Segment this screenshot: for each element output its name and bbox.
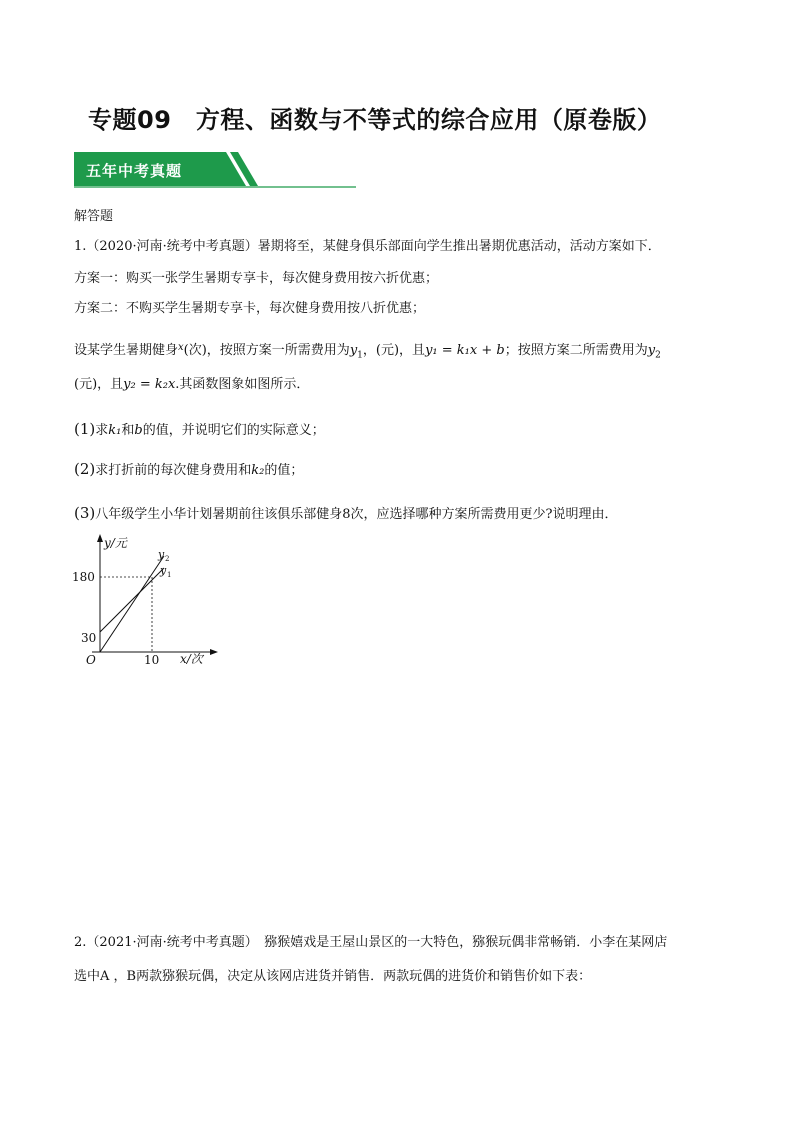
question-1-line-2: 方案一：购买一张学生暑期专享卡，每次健身费用按六折优惠；: [74, 271, 439, 286]
y-axis-arrow: [97, 534, 103, 542]
text-segment: .其函数图象如图所示．: [175, 377, 310, 392]
x-tick-10: 10: [144, 653, 160, 667]
text-segment: (元)，且: [74, 377, 124, 392]
sub-question-number: (1): [74, 420, 96, 438]
equation-y1: y₁ = k₁x + b: [425, 343, 505, 358]
line-y2: [100, 556, 164, 652]
line-y2-subscript: 2: [165, 555, 170, 563]
subscript: 2: [655, 350, 661, 361]
origin-label: O: [86, 653, 96, 667]
text-segment: (次)，按照方案一所需费用为: [183, 343, 350, 358]
text-segment: ，(元)，且: [362, 343, 426, 358]
subscript: 1: [357, 350, 363, 361]
text-segment: 和: [121, 423, 135, 438]
x-axis-label: x/次: [180, 652, 203, 666]
y-tick-180: 180: [72, 570, 95, 584]
text-segment: 八年级学生小华计划暑期前往该俱乐部健身8次，应选择哪种方案所需费用更少?说明理由．: [95, 507, 618, 522]
text-segment: 求: [95, 423, 109, 438]
sub-question-3: [74, 504, 618, 524]
question-1-line-3: 方案二：不购买学生暑期专享卡，每次健身费用按八折优惠；: [74, 301, 426, 316]
text-segment: 设某学生暑期健身: [74, 343, 179, 358]
banner-label: 五年中考真题: [86, 162, 183, 180]
variable-y2: y: [647, 343, 656, 358]
line-y1-label: y: [160, 564, 167, 577]
line-y1: [100, 568, 164, 632]
variable-k1: k₁: [108, 423, 122, 438]
text-segment: 的值；: [264, 463, 304, 478]
question-1-line-1: 1.（2020·河南·统考中考真题）暑期将至，某健身俱乐部面向学生推出暑期优惠活动，活动方案如下．: [74, 239, 661, 254]
sub-question-number: (2): [74, 460, 96, 478]
variable-y1: y: [349, 343, 358, 358]
sub-question-1: [74, 420, 325, 440]
text-segment: 的值，并说明它们的实际意义；: [142, 423, 325, 438]
question-1-line-5: [74, 376, 309, 394]
page-title: 专题09 方程、函数与不等式的综合应用（原卷版）: [88, 106, 662, 134]
text-segment: 求打折前的每次健身费用和: [95, 463, 252, 478]
text-segment: ；按照方案二所需费用为: [504, 343, 648, 358]
section-banner: [74, 152, 356, 188]
x-axis-arrow: [210, 649, 218, 655]
line-y1-subscript: 1: [167, 571, 172, 579]
graph-svg: [72, 530, 232, 678]
y-tick-30: 30: [81, 631, 97, 645]
question-1-line-4: [74, 339, 661, 365]
variable-k2: k₂: [251, 463, 265, 478]
y-axis-label: y/元: [104, 536, 127, 550]
question-2-line-1: 2.（2021·河南·统考中考真题） 猕猴嬉戏是王屋山景区的一大特色，猕猴玩偶非常畅销．小李在某网店: [74, 935, 668, 950]
variable-x: x: [178, 342, 184, 353]
question-2-line-2: 选中A ，B两款猕猴玩偶，决定从该网店进货并销售．两款玩偶的进货价和销售价如下表：: [74, 969, 592, 984]
line-y2-label: y: [158, 548, 165, 561]
sub-question-2: [74, 460, 303, 480]
section-label: 解答题: [74, 209, 114, 224]
equation-y2: y₂ = k₂x: [123, 377, 176, 392]
sub-question-number: (3): [74, 504, 96, 522]
function-graph: [72, 530, 232, 678]
variable-b: b: [134, 423, 143, 438]
